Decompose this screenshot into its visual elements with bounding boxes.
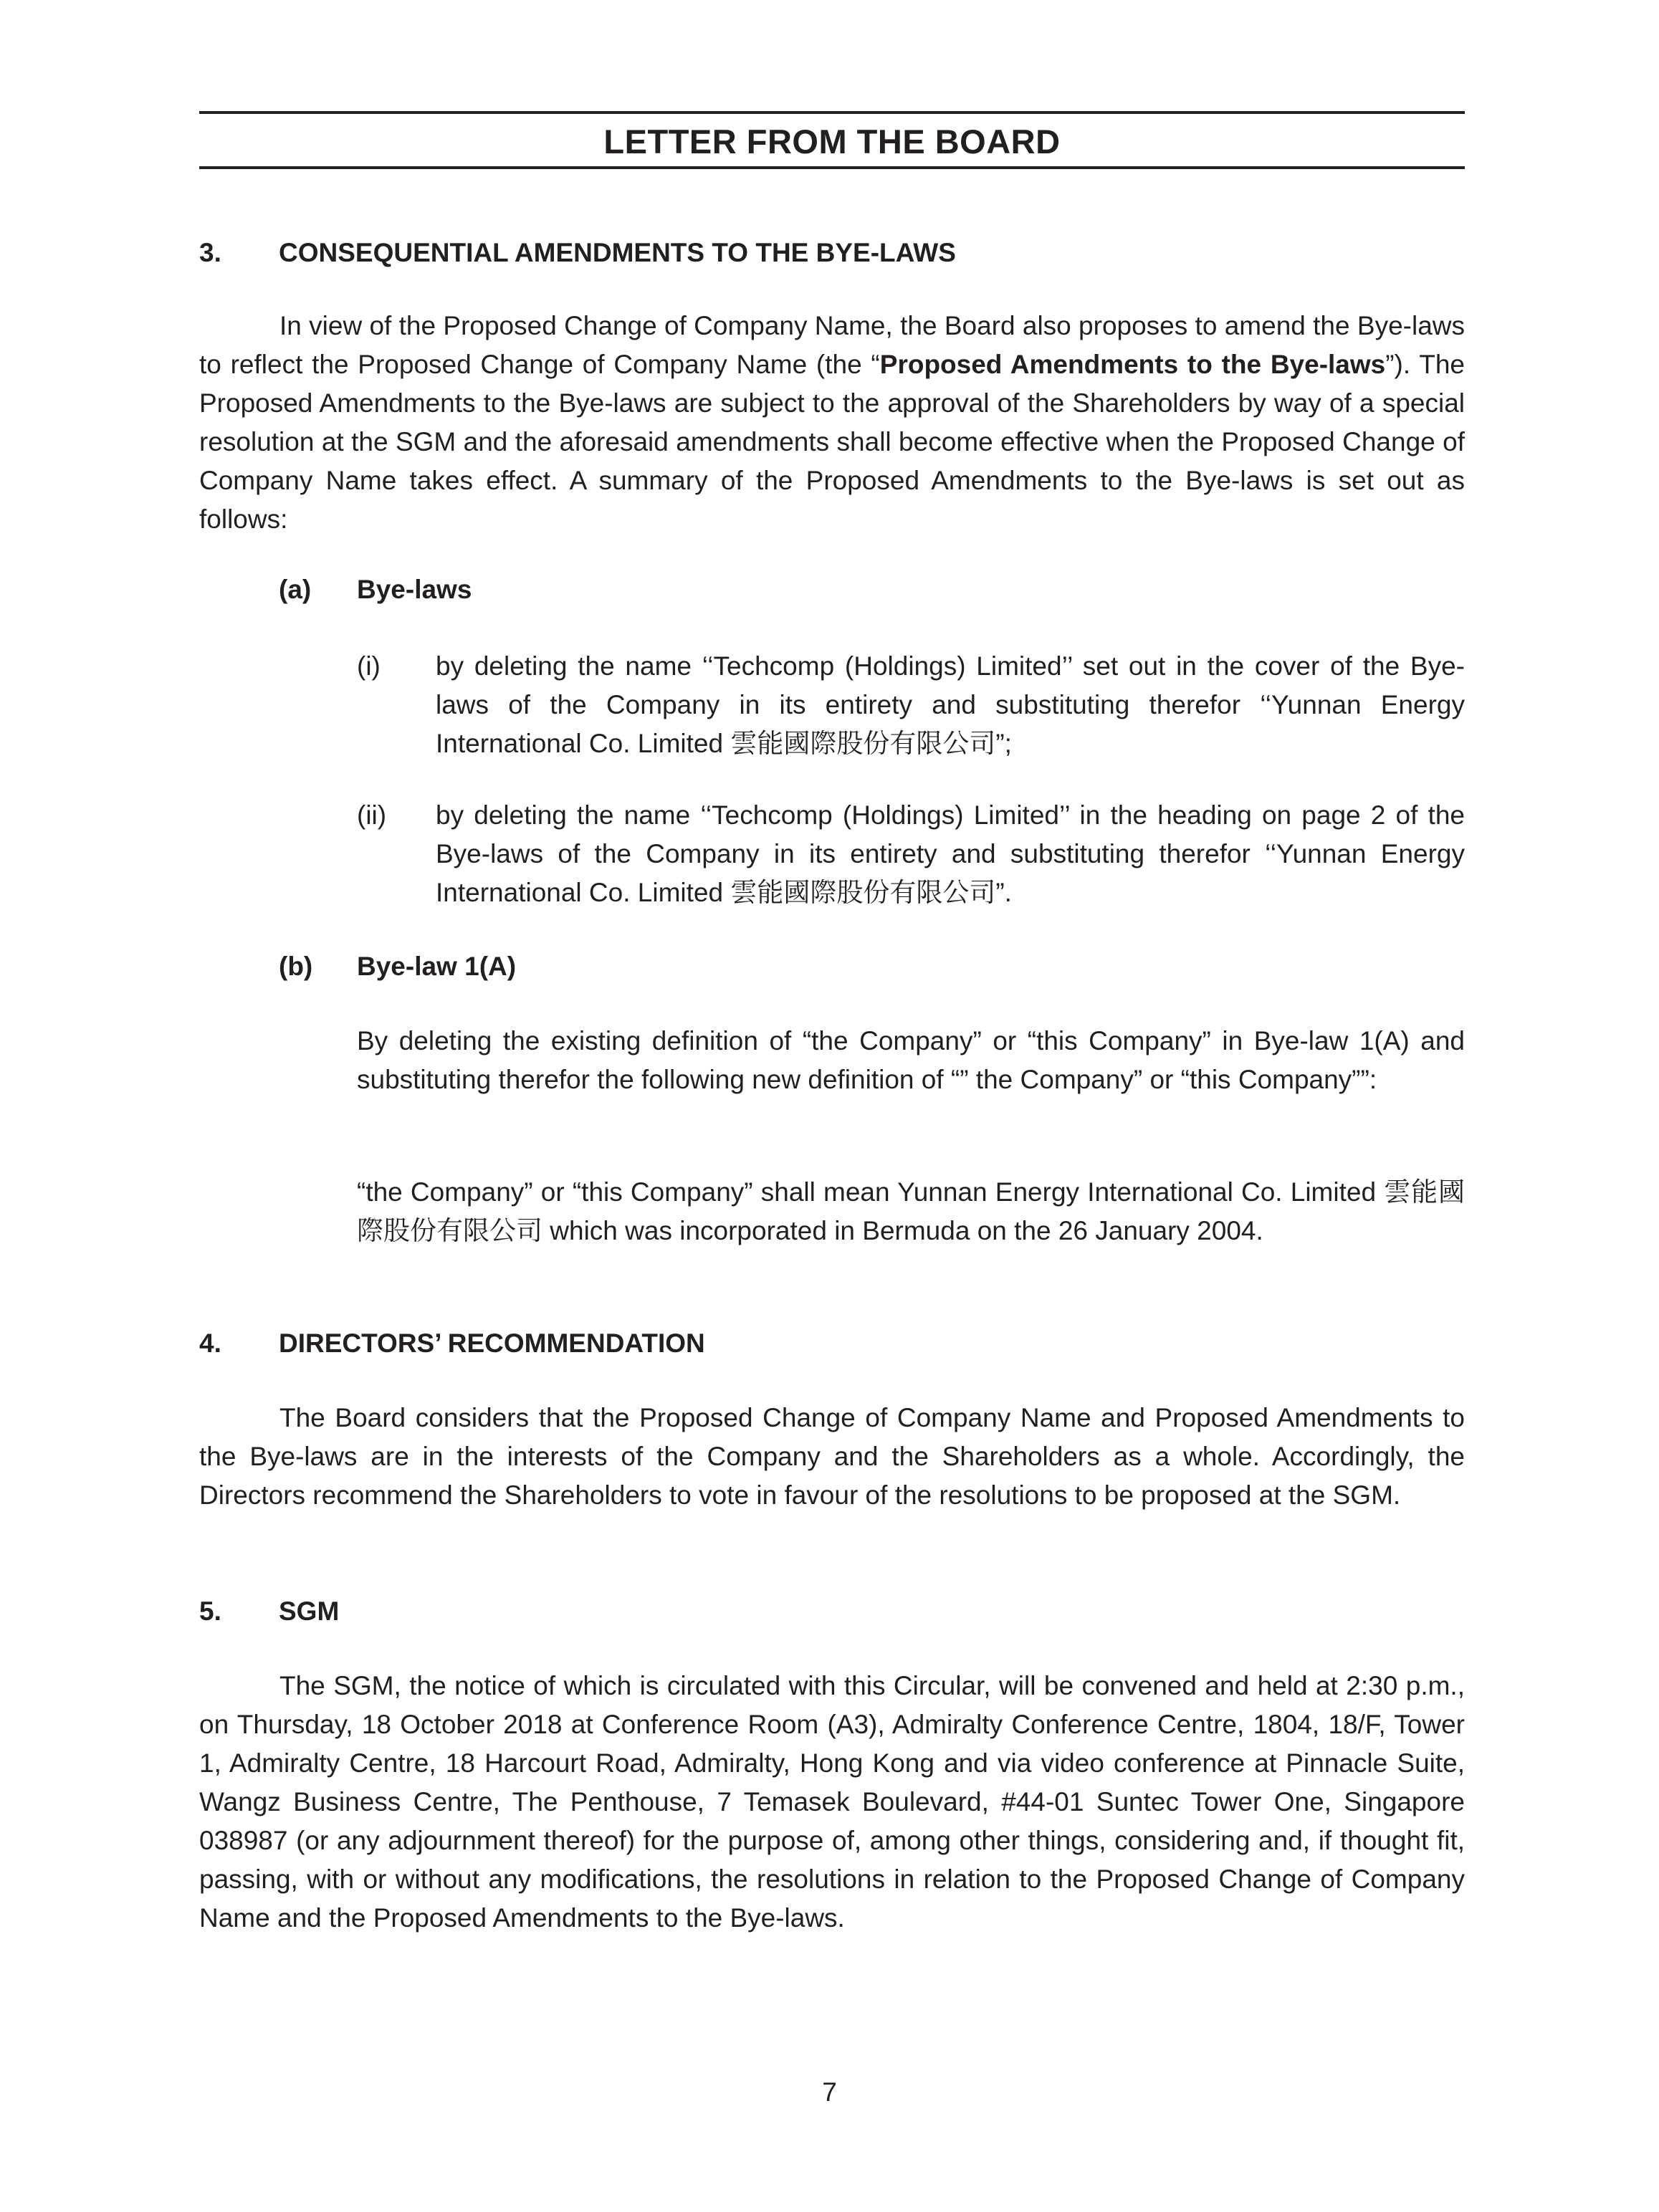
item-b-paragraph-2: “the Company” or “this Company” shall mean Yunnan Energy International Co. Limited 雲能國際股份有限公司 which was incorporated in Bermuda on the 26 January 2004.	[357, 1177, 1465, 1245]
item-b-heading: Bye-law 1(A)	[357, 952, 517, 981]
header-bottom-rule	[199, 166, 1465, 169]
page-number: 7	[822, 2077, 837, 2107]
header-top-rule	[199, 111, 1465, 114]
section-5-number: 5.	[199, 1596, 221, 1626]
section-3-heading: CONSEQUENTIAL AMENDMENTS TO THE BYE-LAWS	[279, 238, 956, 267]
section-4-paragraph: The Board considers that the Proposed Change of Company Name and Proposed Amendments to the Bye-laws are in the interests of the Company and the Shareholders as a whole. Accordingly, the Directors recommend the Shareholders to vote in favour of the resolutions to be proposed at the SGM.	[199, 1403, 1465, 1510]
item-a-heading: Bye-laws	[357, 575, 472, 604]
section-3-paragraph	[199, 307, 1465, 539]
subitem-ii-text: by deleting the name ‘‘Techcomp (Holdings) Limited’’ in the heading on page 2 of the Bye-laws of the Company in its entirety and substituting therefor ‘‘Yunnan Energy International Co. Limited 雲能國際股份有限公司”.	[436, 800, 1465, 907]
page-title: LETTER FROM THE BOARD	[603, 123, 1061, 161]
subitem-ii-label: (ii)	[357, 800, 387, 830]
section-3-text-b: ”). The Proposed Amendments to the Bye-laws are subject to the approval of the Shareholders by way of a special resolution at the SGM and the aforesaid amendments shall become effective when the Proposed Change of Company Name takes effect. A summary of the Proposed Amendments to the Bye-laws is set out as follows:	[199, 350, 1465, 534]
defined-term: Proposed Amendments to the Bye-laws	[879, 350, 1386, 379]
section-4-number: 4.	[199, 1328, 221, 1358]
item-b-paragraph-1: By deleting the existing definition of “the Company” or “this Company” in Bye-law 1(A) and substituting therefor the following new definition of “” the Company” or “this Company””:	[357, 1026, 1465, 1094]
item-b-label: (b)	[279, 952, 313, 981]
section-5-paragraph: The SGM, the notice of which is circulated with this Circular, will be convened and held at 2:30 p.m., on Thursday, 18 October 2018 at Conference Room (A3), Admiralty Conference Centre, 1804, 18/F, Tower 1, Admiralty Centre, 18 Harcourt Road, Admiralty, Hong Kong and via video conference at Pinnacle Suite, Wangz Business Centre, The Penthouse, 7 Temasek Boulevard, #44-01 Suntec Tower One, Singapore 038987 (or any adjournment thereof) for the purpose of, among other things, considering and, if thought fit, passing, with or without any modifications, the resolutions in relation to the Proposed Change of Company Name and the Proposed Amendments to the Bye-laws.	[199, 1671, 1465, 1933]
section-5-heading: SGM	[279, 1596, 340, 1626]
section-4-heading: DIRECTORS’ RECOMMENDATION	[279, 1328, 705, 1358]
subitem-i-text: by deleting the name ‘‘Techcomp (Holdings) Limited’’ set out in the cover of the Bye-laws of the Company in its entirety and substituting therefor ‘‘Yunnan Energy International Co. Limited 雲能國際股份有限公司”;	[436, 651, 1465, 758]
section-3-text-a: In view of the Proposed Change of Company Name, the Board also proposes to amend the Bye-laws to reflect the Proposed Change of Company Name (the “	[199, 311, 1465, 379]
subitem-i-label: (i)	[357, 651, 381, 681]
item-a-label: (a)	[279, 575, 312, 604]
section-3-number: 3.	[199, 238, 221, 267]
